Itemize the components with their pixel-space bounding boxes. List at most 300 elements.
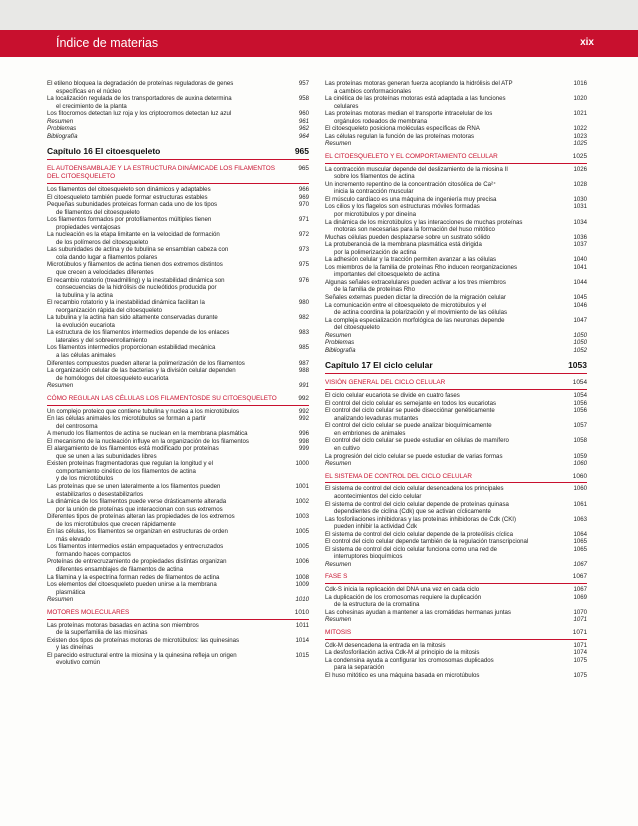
entry-page: 1058	[573, 437, 587, 445]
entry-text-cont: por la polimerización de actina	[334, 248, 417, 256]
entry-text-cont: por microtúbulos y por dineína	[334, 211, 416, 218]
entry-text-cont: para la separación	[334, 664, 385, 672]
entry-text-cont: dependientes de ciclina (Cdk) que se activan cíclicamente	[334, 508, 491, 516]
entry-text: Un incremento repentino de la concentración citosólica de Ca²⁺	[325, 180, 497, 188]
toc-entry	[47, 528, 309, 543]
entry-text: Cdk-M desencadena la entrada en la mitosis	[325, 641, 446, 649]
toc-entry	[47, 543, 309, 558]
entry-text: Las cohesinas ayudan a mantener a las cromátidas hermanas juntas	[325, 608, 511, 616]
entry-page: 999	[298, 445, 309, 453]
entry-text: La desfosforilación activa Cdk-M al principio de la mitosis	[325, 649, 480, 657]
entry-page: 991	[298, 382, 309, 390]
entry-text: En las células animales los microtúbulos se forman a partir	[47, 415, 206, 423]
entry-page: 1026	[573, 165, 587, 173]
entry-page: 1075	[573, 656, 587, 664]
entry-text: La localización regulada de los transportadores de auxina determina	[47, 95, 232, 103]
entry-text-cont: reorganización rápida del citoesqueleto	[56, 306, 163, 314]
entry-text: La estructura de los filamentos intermedios depende de los enlaces	[47, 329, 230, 337]
toc-entry	[47, 415, 309, 430]
toc-entry	[325, 400, 587, 408]
entry-text-cont: diferentes ensamblajes de filamentos de actina	[56, 566, 184, 574]
section-title: MITOSIS	[325, 629, 352, 636]
entry-text: Los filamentos intermedios están empaquetados y entrecruzados	[47, 543, 224, 551]
entry-page: 1009	[295, 581, 309, 589]
toc-entry	[47, 360, 309, 368]
entry-page: 1008	[295, 573, 309, 581]
entry-page: 992	[298, 407, 309, 415]
entry-text: Existen proteínas fragmentadoras que regulan la longitud y el	[47, 460, 213, 468]
entry-text: Resumen	[325, 560, 352, 568]
entry-text: La adhesión celular y la tracción permiten avanzar a las células	[325, 256, 497, 264]
entry-text-cont: importantes del citoesqueleto de actina	[334, 271, 440, 279]
entry-text: Resumen	[325, 331, 352, 339]
entry-text: El sistema de control del ciclo celular desencadena los principales	[325, 485, 504, 493]
entry-text-cont: del centrosoma	[56, 422, 98, 430]
chapter-page: 965	[294, 146, 309, 157]
toc-entry	[47, 408, 309, 416]
entry-page: 960	[298, 110, 309, 118]
entry-text: Resumen	[325, 140, 352, 148]
entry-text: Muchas células pueden desplazarse sobre un sustrato sólido	[325, 233, 490, 241]
entry-text: El control del ciclo celular se puede disecciónar genéticamente	[325, 407, 495, 415]
entry-page: 975	[298, 261, 309, 269]
entry-text: Microtúbulos y filamentos de actina tienen dos extremos distintos	[47, 261, 223, 269]
toc-aux-entry	[47, 125, 309, 133]
toc-entry	[47, 194, 309, 202]
section-title: EL CITOESQUELETO Y EL COMPORTAMIENTO CELULAR	[325, 152, 498, 160]
toc-entry	[325, 203, 587, 218]
section-page: 1054	[572, 379, 587, 387]
entry-text-cont: acontecimientos del ciclo celular	[334, 493, 422, 500]
entry-page: 992	[298, 415, 309, 423]
section-title: EL AUTOENSAMBLAJE Y LA ESTRUCTURA DINÁMICA	[47, 165, 210, 173]
toc-entry	[47, 216, 309, 231]
entry-text: Resumen	[325, 460, 352, 468]
toc-entry	[325, 672, 587, 680]
entry-page: 1067	[573, 560, 587, 568]
entry-text: El citoesqueleto también puede formar estructuras estables	[47, 193, 208, 201]
entry-page: 970	[298, 201, 309, 209]
entry-page: 1040	[573, 256, 587, 264]
section-title-cont: DE SU CITOESQUELETO	[201, 394, 277, 402]
entry-page: 958	[298, 95, 309, 103]
chapter-page: 1053	[568, 360, 587, 371]
entry-page: 1041	[573, 263, 587, 271]
toc-aux-entry	[47, 118, 309, 126]
entry-text-cont: propiedades ventajosas	[56, 223, 121, 231]
section-title: MOTORES MOLECULARES	[47, 608, 130, 616]
toc-entry	[325, 437, 587, 452]
entry-text: Las proteínas motoras generan fuerza acoplando la hidrólisis del ATP	[325, 80, 513, 87]
toc-entry	[325, 80, 587, 95]
entry-page: 1056	[573, 399, 587, 407]
entry-text: La nucleación es la etapa limitante en la velocidad de formación	[47, 231, 220, 239]
entry-text: La progresión del ciclo celular se puede estudiar de varias formas	[325, 452, 503, 460]
entry-page: 996	[298, 430, 309, 438]
entry-text-cont: sobre los filamentos de actina	[334, 173, 415, 181]
entry-text: La filamina y la espectrina forman redes de filamentos de actina	[47, 573, 220, 581]
toc-entry	[325, 586, 587, 594]
toc-entry	[47, 460, 309, 483]
toc-aux-entry	[325, 460, 587, 468]
entry-text: El control del ciclo celular se puede estudiar en células de mamífero	[325, 437, 509, 445]
entry-text-cont: que crecen a velocidades diferentes	[56, 268, 154, 276]
entry-page: 1059	[573, 452, 587, 460]
entry-page: 964	[298, 132, 309, 140]
entry-page: 1071	[573, 641, 587, 649]
entry-text: Las proteínas motoras basadas en actina son miembros	[47, 621, 199, 629]
toc-entry	[325, 649, 587, 657]
toc-entry	[325, 264, 587, 279]
toc-entry	[325, 516, 587, 531]
entry-text-cont: a las células animales	[56, 352, 116, 359]
entry-text-cont: por la unión de proteínas que interaccionan con sus extremos	[56, 505, 223, 513]
entry-page: 988	[298, 367, 309, 375]
entry-page: 1060	[573, 460, 587, 468]
entry-page: 1074	[573, 649, 587, 657]
toc-entry	[47, 201, 309, 216]
entry-text-cont: estabilizarlos o desestabilizarlos	[56, 490, 144, 498]
section-page: 1025	[572, 152, 587, 160]
entry-page: 1025	[573, 140, 587, 148]
toc-entry	[325, 609, 587, 617]
entry-text: La duplicación de los cromosomas requiere la duplicación	[325, 593, 482, 601]
entry-text-cont: plasmática	[56, 588, 86, 596]
toc-entry	[47, 186, 309, 194]
entry-text: Diferentes compuestos pueden alterar la polimerización de los filamentos	[47, 359, 245, 367]
entry-text-cont: del citoesqueleto	[334, 324, 380, 332]
toc-entry	[47, 277, 309, 300]
entry-text: El huso mitótico es una máquina basada en microtúbulos	[325, 671, 480, 679]
toc-entry	[325, 234, 587, 242]
entry-text-cont: inicia la contracción muscular	[334, 188, 414, 196]
entry-text: Señales externas pueden dictar la dirección de la migración celular	[325, 294, 506, 302]
entry-text: Resumen	[47, 382, 74, 390]
toc-aux-entry	[325, 616, 587, 624]
entry-page: 1064	[573, 530, 587, 538]
entry-text-cont: comportamiento cinético de los filamentos de actina	[56, 467, 196, 475]
entry-page: 1047	[573, 316, 587, 324]
toc-entry	[47, 652, 309, 667]
entry-text-cont: el crecimiento de la planta	[56, 102, 127, 110]
entry-text: En las células, los filamentos se organizan en estructuras de orden	[47, 528, 228, 536]
section-page: 1071	[572, 629, 587, 636]
section-heading	[47, 165, 309, 184]
page-header-banner	[0, 30, 638, 57]
toc-entry	[325, 538, 587, 546]
toc-entry	[47, 110, 309, 118]
entry-text: El etileno bloquea la degradación de proteínas reguladoras de genes	[47, 80, 234, 87]
right-column	[325, 80, 587, 680]
entry-text: La contracción muscular depende del deslizamiento de la miosina II	[325, 165, 508, 173]
entry-text-cont: de actina coordina la polarización y el movimiento de las células	[334, 309, 508, 317]
toc-entry	[325, 181, 587, 196]
entry-text: Los filamentos formados por protofilamentos múltiples tienen	[47, 216, 212, 224]
entry-text: El citoesqueleto posiciona moléculas específicas de RNA	[325, 125, 480, 133]
entry-text: La compleja especialización morfológica de las neuronas depende	[325, 316, 505, 324]
entry-text: La protuberancia de la membrana plasmática está dirigida	[325, 241, 482, 249]
entry-text-cont: pueden inhibir la actividad Cdk	[334, 523, 417, 531]
entry-text-cont: consecuencias de la hidrólisis de nucleótidos producida por	[56, 284, 217, 292]
entry-page: 1030	[573, 195, 587, 203]
entry-text-cont: celulares	[334, 102, 359, 110]
toc-entry	[325, 256, 587, 264]
entry-page: 1034	[573, 218, 587, 226]
entry-page: 1006	[295, 558, 309, 566]
entry-text-cont: de la estructura de la cromatina	[334, 601, 420, 609]
entry-text-cont: evolutivo común	[56, 659, 101, 667]
entry-page: 1061	[573, 500, 587, 508]
toc-entry	[47, 80, 309, 95]
page-number: xix	[580, 37, 594, 48]
entry-page: 1016	[573, 80, 587, 87]
entry-page: 1050	[573, 339, 587, 347]
entry-page: 1052	[573, 346, 587, 354]
toc-entry	[47, 430, 309, 438]
toc-aux-entry	[47, 133, 309, 141]
toc-entry	[325, 407, 587, 422]
toc-entry	[47, 231, 309, 246]
entry-text: A menudo los filamentos de actina se nuclean en la membrana plasmática	[47, 430, 248, 438]
entry-text: El mecanismo de la nucleación influye en la organización de los filamentos	[47, 437, 249, 445]
entry-page: 1014	[295, 636, 309, 644]
toc-entry	[47, 581, 309, 596]
toc-aux-entry	[47, 382, 309, 390]
toc-entry	[325, 531, 587, 539]
section-heading	[325, 379, 587, 390]
entry-text: El parecido estructural entre la miosina y la quinesina refleja un origen	[47, 651, 237, 659]
entry-text-cont: formando haces compactos	[56, 550, 131, 558]
toc-entry	[325, 594, 587, 609]
entry-text-cont: motoras son necesarias para la formación del huso mitótico	[334, 226, 495, 234]
section-title: CÓMO REGULAN LAS CÉLULAS LOS FILAMENTOS	[47, 394, 202, 402]
entry-page: 1036	[573, 233, 587, 241]
entry-text: La organización celular de las bacterias y la división celular dependen	[47, 367, 236, 375]
entry-text-cont: de los polímeros del citoesqueleto	[56, 238, 149, 246]
section-heading	[325, 629, 587, 640]
toc-entry	[325, 133, 587, 141]
entry-page: 1065	[573, 538, 587, 546]
entry-text: Un complejo proteico que contiene tubulina γ nuclea a los microtúbulos	[47, 407, 240, 415]
toc-entry	[47, 574, 309, 582]
section-page: 1060	[572, 472, 587, 480]
entry-page: 1054	[573, 392, 587, 400]
toc-entry	[325, 241, 587, 256]
chapter-title: Capítulo 17 El ciclo celular	[325, 360, 433, 371]
entry-page: 1056	[573, 407, 587, 415]
toc-entry	[325, 279, 587, 294]
section-heading	[47, 395, 309, 406]
entry-text: El control del ciclo celular se puede analizar bioquímicamente	[325, 422, 492, 430]
entry-page: 971	[298, 216, 309, 224]
entry-page: 1071	[573, 616, 587, 624]
entry-text: La comunicación entre el citoesqueleto de microtúbulos y el	[325, 301, 487, 309]
toc-entry	[325, 422, 587, 437]
section-heading	[325, 573, 587, 584]
entry-text-cont: la tubulina y la actina	[56, 291, 113, 299]
toc-entry	[325, 642, 587, 650]
entry-text: Las fosforilaciones inhibidoras y las proteínas inhibidoras de Cdk (CKI)	[325, 515, 517, 523]
entry-text: El alargamiento de los filamentos está modificado por proteínas	[47, 445, 219, 453]
entry-text: Resumen	[325, 616, 352, 624]
entry-text: La dinámica de los microtúbulos y las interacciones de muchas proteínas	[325, 218, 523, 226]
toc-aux-entry	[47, 596, 309, 604]
entry-text-cont: de la superfamilia de las miosinas	[56, 629, 148, 637]
toc-entry	[325, 485, 587, 500]
toc-entry	[47, 314, 309, 329]
entry-text: Los cilios y los flagelos son estructuras móviles formadas	[325, 203, 480, 211]
entry-text: Los filamentos del citoesqueleto son dinámicos y adaptables	[47, 185, 211, 193]
entry-page: 1044	[573, 278, 587, 286]
entry-text-cont: específicas en el núcleo	[56, 87, 122, 95]
section-title: VISIÓN GENERAL DEL CICLO CELULAR	[325, 379, 446, 387]
section-heading	[47, 609, 309, 620]
entry-page: 1063	[573, 515, 587, 523]
toc-entry	[47, 367, 309, 382]
entry-text: Las proteínas que se unen lateralmente a los filamentos pueden	[47, 483, 221, 490]
entry-text-cont: que se unen a las subunidades libres	[56, 452, 157, 460]
entry-text: Resumen	[47, 596, 74, 604]
toc-entry	[47, 95, 309, 110]
entry-text-cont: de los microtúbulos que crecen rápidamente	[56, 520, 176, 528]
entry-page: 1005	[295, 543, 309, 551]
entry-page: 1022	[573, 125, 587, 133]
entry-text-cont: analizando levaduras mutantes	[334, 414, 419, 422]
entry-text: Proteínas de entrecruzamiento de propiedades distintas organizan	[47, 558, 227, 566]
toc-entry	[325, 166, 587, 181]
section-title: FASE S	[325, 573, 348, 581]
entry-text-cont: cola dando lugar a filamentos polares	[56, 253, 158, 261]
toc-entry	[47, 329, 309, 344]
entry-text: La dinámica de los filamentos puede verse drásticamente alterada	[47, 498, 227, 506]
entry-page: 1002	[295, 498, 309, 506]
toc-entry	[47, 558, 309, 573]
entry-text: Las células regulan la función de las proteínas motoras	[325, 132, 475, 140]
entry-page: 1050	[573, 331, 587, 339]
entry-text: El sistema de control del ciclo celular depende de proteínas quinasa	[325, 500, 509, 508]
entry-page: 987	[298, 359, 309, 367]
entry-page: 966	[298, 185, 309, 193]
entry-text: Existen dos tipos de proteínas motoras de microtúbulos: las quinesinas	[47, 636, 240, 644]
entry-text-cont: de la familia de proteínas Rho	[334, 286, 415, 294]
entry-text: Los filamentos intermedios proporcionan estabilidad mecánica	[47, 344, 216, 352]
toc-entry	[325, 110, 587, 125]
toc-entry	[47, 637, 309, 652]
section-page: 1067	[572, 573, 587, 581]
entry-page: 1045	[573, 294, 587, 302]
entry-text-cont: orgánulos rodeados de membrana	[334, 117, 428, 125]
entry-text: Los miembros de la familia de proteínas Rho inducen reorganizaciones	[325, 263, 518, 271]
toc-entry	[325, 302, 587, 317]
entry-text: La cinética de las proteínas motoras está adaptada a las funciones	[325, 95, 506, 103]
entry-page: 1003	[295, 513, 309, 521]
page-title: Índice de materias	[56, 36, 159, 50]
entry-text-cont: en cultivo	[334, 445, 360, 453]
entry-page: 982	[298, 314, 309, 322]
entry-text-cont: y de los microtúbulos	[56, 475, 114, 483]
entry-page: 980	[298, 299, 309, 307]
entry-page: 1021	[573, 110, 587, 118]
entry-page: 998	[298, 437, 309, 445]
toc-entry	[47, 246, 309, 261]
toc-entry	[325, 125, 587, 133]
entry-text: Cdk-S inicia la replicación del DNA una vez en cada ciclo	[325, 586, 480, 594]
toc-aux-entry	[325, 561, 587, 569]
entry-page: 973	[298, 246, 309, 254]
entry-page: 1067	[573, 586, 587, 594]
toc-entry	[325, 196, 587, 204]
entry-text: Problemas	[325, 339, 355, 347]
toc-entry	[47, 498, 309, 513]
toc-entry	[47, 445, 309, 460]
entry-page: 1070	[573, 608, 587, 616]
toc-entry	[325, 453, 587, 461]
entry-text: Algunas señales extracelulares pueden activar a los tres miembros	[325, 278, 506, 286]
entry-page: 957	[298, 80, 309, 87]
entry-page: 1001	[295, 483, 309, 490]
entry-text: El control del ciclo celular es semejante en todos los eucariotas	[325, 399, 497, 407]
entry-page: 1037	[573, 241, 587, 249]
entry-page: 1023	[573, 132, 587, 140]
entry-text: El recambio rotatorio y la inestabilidad dinámica facilitan la	[47, 299, 205, 307]
toc-entry	[325, 546, 587, 561]
toc-entry	[325, 294, 587, 302]
entry-text: Pequeñas subunidades proteicas forman cada uno de los tipos	[47, 201, 218, 209]
toc-entry	[47, 438, 309, 446]
toc-aux-entry	[325, 339, 587, 347]
toc-aux-entry	[325, 140, 587, 148]
entry-text: Los fitocromos detectan luz roja y los criptocromos detectan luz azul	[47, 110, 232, 118]
entry-text-cont: más elevado	[56, 535, 91, 543]
section-title-cont: DE LOS FILAMENTOS DEL CITOESQUELETO	[47, 165, 275, 181]
section-heading	[325, 153, 587, 164]
entry-text: La tubulina y la actina han sido altamente conservadas durante	[47, 314, 218, 322]
entry-text: Las proteínas motoras median el transporte intracelular de los	[325, 110, 493, 118]
entry-page: 1075	[573, 671, 587, 679]
chapter-heading	[47, 146, 309, 160]
entry-page: 969	[298, 193, 309, 201]
toc-entry	[325, 392, 587, 400]
section-page: 1010	[294, 608, 309, 616]
toc-entry	[325, 501, 587, 516]
entry-page: 1015	[295, 651, 309, 659]
section-page: 992	[298, 394, 309, 402]
toc-entry	[47, 261, 309, 276]
toc-aux-entry	[325, 347, 587, 355]
section-heading	[325, 473, 587, 484]
toc-entry	[325, 317, 587, 332]
entry-text-cont: en embriones de animales	[334, 429, 406, 437]
chapter-heading	[325, 360, 587, 374]
entry-text: El sistema de control del ciclo celular depende de la proteólisis cíclica	[325, 530, 513, 538]
toc-entry	[47, 622, 309, 637]
entry-text: Los elementos del citoesqueleto pueden unirse a la membrana	[47, 581, 217, 589]
entry-text: El sistema de control del ciclo celular funciona como una red de	[325, 545, 498, 553]
entry-page: 1060	[573, 485, 587, 493]
entry-text: El control del ciclo celular depende también de la regulación transcripcional	[325, 538, 529, 546]
chapter-title: Capítulo 16 El citoesqueleto	[47, 146, 161, 157]
toc-entry	[47, 344, 309, 359]
entry-text: Las subunidades de actina y de tubulina se ensamblan cabeza con	[47, 246, 229, 254]
section-title: EL SISTEMA DE CONTROL DEL CICLO CELULAR	[325, 472, 473, 480]
entry-page: 1031	[573, 203, 587, 211]
entry-page: 962	[298, 125, 309, 133]
entry-text: Problemas	[47, 125, 77, 133]
entry-page: 976	[298, 276, 309, 284]
top-margin	[0, 0, 638, 30]
entry-page: 1005	[295, 528, 309, 536]
left-column	[47, 80, 309, 667]
